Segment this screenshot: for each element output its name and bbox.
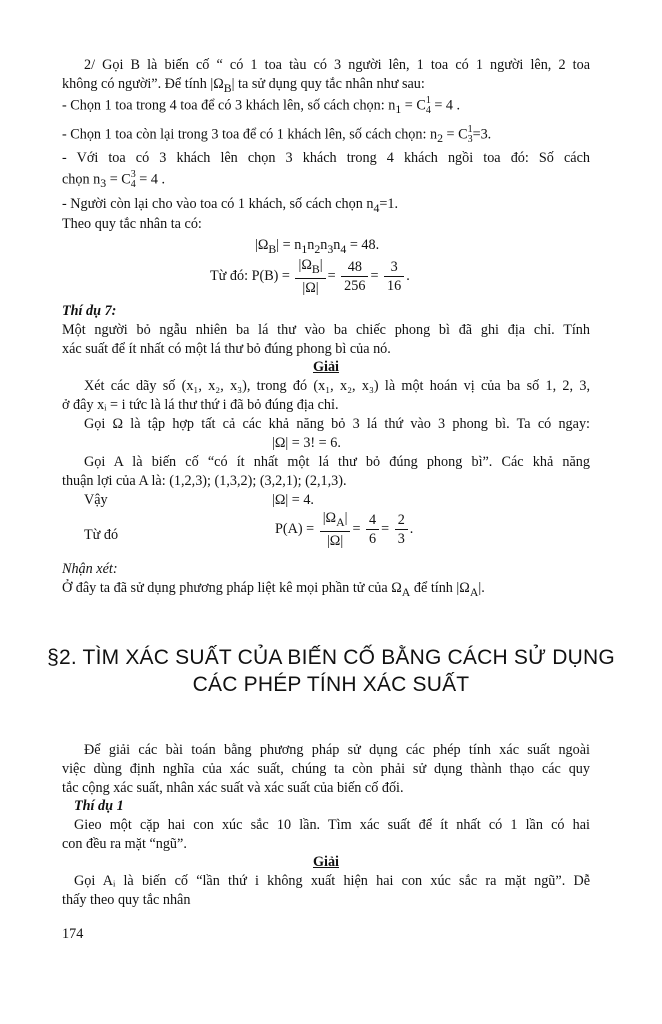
solution-line: Gọi A là biến cố “có ít nhất một lá thư bỏ đúng phong bì”. Các khả năng [84, 454, 590, 470]
section-heading-line2: CÁC PHÉP TÍNH XÁC SUẤT [192, 673, 470, 696]
example-text: Một người bỏ ngẫu nhiên ba lá thư vào ba chiếc phong bì đã ghi địa chỉ. Tính [62, 322, 590, 338]
equation-omega-b: $|\Omega_B| = n_1n_2n_3n_4 = 48$. [255, 237, 380, 256]
solution-line: Gọi Ω là tập hợp tất cả các khả năng bỏ 3 lá thứ vào 3 phong bì. Ta có ngay: [84, 416, 590, 432]
solution-line: Gọi Aᵢ là biến cố “lần thứ i không xuất hiện hai con xúc sắc ra mặt ngũ”. Dễ [74, 873, 590, 889]
step-line: - Chọn 1 toa còn lại trong 3 toa để có 1 khách lên, số cách chọn: $n_2 = C$ 1 3 =3. [62, 124, 492, 146]
step-line: - Người còn lại cho vào toa có 1 khách, số cách chọn $n_4=1$. [62, 196, 399, 215]
intro-line: tắc cộng xác suất, nhân xác suất và xác suất của biến cố đối. [62, 780, 404, 796]
solution-heading: Giải [312, 854, 339, 870]
equation-pb: Từ đó: P(B) = $\frac{|\Omega_B|}{|\Omega|}$ = $\frac{48}{256}$ = $\frac{3}{16}$ . [210, 257, 410, 296]
example-text: con đều ra mặt “ngũ”. [62, 836, 187, 852]
example-title: Thí dụ 7: [62, 303, 117, 319]
step-line: - Với toa có 3 khách lên chọn 3 khách trong 4 khách ngồi toa đó: Số cách [62, 150, 590, 166]
solution-label: Vậy [84, 492, 108, 508]
solution-line: Xét các dãy số (x₁, x₂, x₃), trong đó (x₁, x₂, x₃) là một hoán vị của ba số 1, 2, 3, [84, 378, 590, 394]
solution-equation: |Ω| = 3! = 6. [272, 435, 341, 451]
paragraph-line: không có người”. Để tính $|\Omega_B|$ ta sử dụng quy tắc nhân như sau: [62, 76, 425, 95]
solution-heading: Giải [312, 359, 339, 375]
paragraph-line: 2/ Gọi B là biến cố “ có 1 toa tàu có 3 người lên, 1 toa có 1 người lên, 2 toa [84, 57, 590, 73]
solution-line: thuận lợi của A là: (1,2,3); (1,3,2); (3,2,1); (2,1,3). [62, 473, 347, 489]
remark-title: Nhận xét: [62, 561, 118, 577]
example-text: Gieo một cặp hai con xúc sắc 10 lần. Tìm xác suất để ít nhất có 1 lần có hai [74, 817, 590, 833]
equation-pa: P(A) = $\frac{|\Omega_A|}{|\Omega|}$ = $\frac{4}{6}$ = $\frac{2}{3}$ . [275, 510, 414, 549]
paragraph-line: Theo quy tắc nhân ta có: [62, 216, 202, 232]
remark-text: Ở đây ta đã sử dụng phương pháp liệt kê mọi phần tử của $\Omega_A$ để tính $|\Omega_A|$. [62, 580, 485, 599]
step-line: chọn $n_3 = C$ 3 4 = 4 . [62, 169, 166, 191]
section-heading-line1: §2. TÌM XÁC SUẤT CỦA BIẾN CỐ BẰNG CÁCH SỬ DỤNG [47, 646, 615, 669]
step-line: - Chọn 1 toa trong 4 toa để có 3 khách lên, số cách chọn: $n_1 = C$ 1 4 = 4 . [62, 95, 461, 117]
solution-equation: |Ω| = 4. [272, 492, 314, 508]
example-text: xác suất để ít nhất có một lá thư bỏ đúng phong bì của nó. [62, 341, 391, 357]
page-number: 174 [62, 926, 84, 942]
solution-line: thấy theo quy tắc nhân [62, 892, 191, 908]
example-title: Thí dụ 1 [74, 798, 124, 814]
solution-line: ở đây xᵢ = i tức là lá thư thứ i đã bỏ đúng địa chỉ. [62, 397, 339, 413]
intro-line: Để giải các bài toán bằng phương pháp sử dụng các phép tính xác suất ngoài [84, 742, 590, 758]
intro-line: việc dùng định nghĩa của xác suất, chúng ta còn phải sử dụng thành thạo các quy [62, 761, 590, 777]
solution-label: Từ đó [84, 527, 119, 543]
